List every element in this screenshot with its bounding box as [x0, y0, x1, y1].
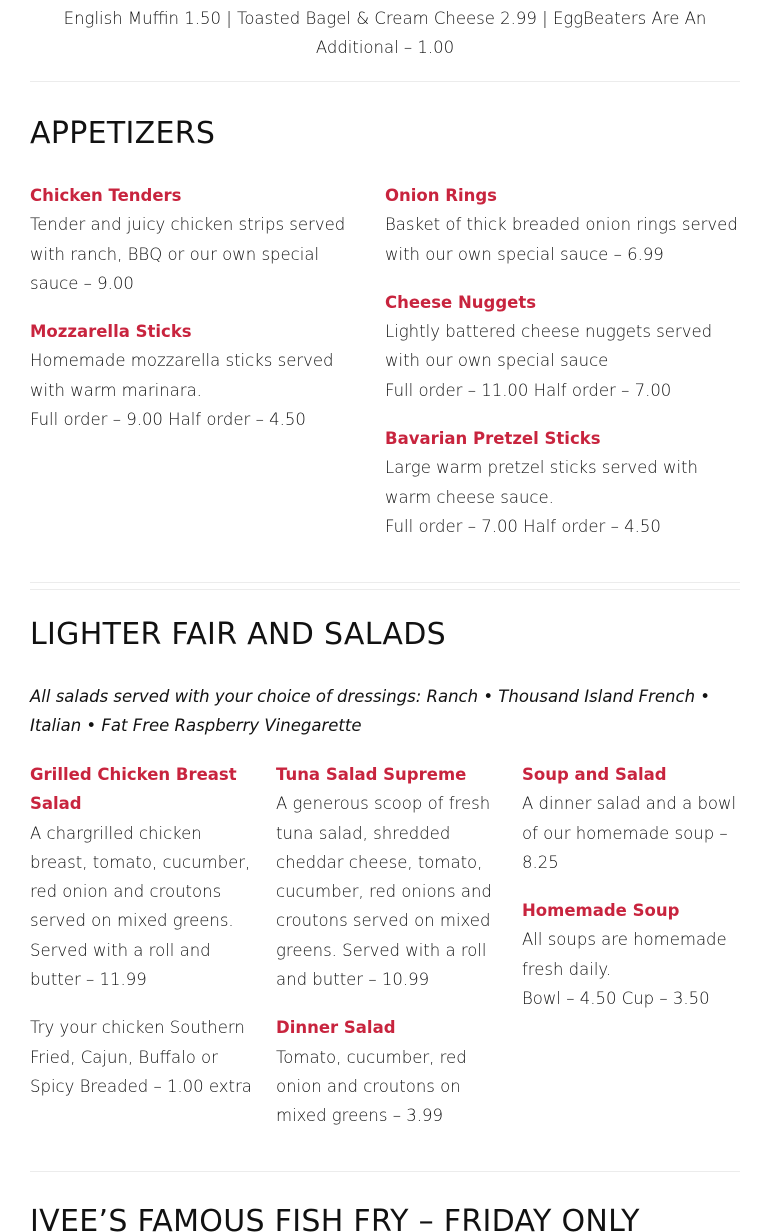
- item-description: Basket of thick breaded onion rings served with our own special sauce – 6.99: [385, 215, 738, 264]
- item-name: Homemade Soup: [522, 901, 680, 921]
- item-name: Mozzarella Sticks: [30, 322, 192, 342]
- appetizers-right-column: [385, 181, 743, 560]
- menu-item-cheese-nuggets: [385, 288, 743, 405]
- item-name: Chicken Tenders: [30, 186, 182, 205]
- chicken-style-note: [30, 1013, 252, 1101]
- item-description: A dinner salad and a bowl of our homemade soup – 8.25: [522, 794, 737, 872]
- salads-heading: LIGHTER FAIR AND SALADS: [30, 617, 446, 652]
- menu-item-grilled-chicken-breast-salad: [30, 760, 252, 994]
- item-description: Lightly battered cheese nuggets served with our own special sauce: [385, 322, 713, 371]
- item-pricing: Bowl – 4.50 Cup – 3.50: [522, 989, 710, 1009]
- item-name: Cheese Nuggets: [385, 292, 537, 312]
- menu-item-bavarian-pretzel-sticks: [385, 424, 743, 541]
- salads-column-2: [276, 760, 498, 1150]
- salads-column-1: [30, 760, 252, 1120]
- item-description: Large warm pretzel sticks served with warm cheese sauce.: [385, 458, 698, 507]
- item-name: Soup and Salad: [522, 765, 667, 784]
- appetizers-heading: APPETIZERS: [30, 116, 216, 151]
- breakfast-extras-line: English Muffin 1.50 | Toasted Bagel & Cream Cheese 2.99 | EggBeaters Are An Additional – 1.00: [63, 9, 707, 57]
- item-name: Bavarian Pretzel Sticks: [385, 429, 601, 449]
- appetizers-left-column: [30, 181, 372, 453]
- divider: [30, 582, 740, 590]
- menu-item-mozzarella-sticks: [30, 317, 372, 434]
- item-pricing: Full order – 9.00 Half order – 4.50: [30, 410, 306, 430]
- item-name: Onion Rings: [385, 186, 497, 205]
- item-description: Tomato, cucumber, red onion and croutons on mixed greens – 3.99: [276, 1047, 467, 1126]
- item-description: Try your chicken Southern Fried, Cajun, Buffalo or Spicy Breaded – 1.00 extra: [30, 1018, 252, 1096]
- item-description: Homemade mozzarella sticks served with warm marinara.: [30, 351, 334, 400]
- item-description: A chargrilled chicken breast, tomato, cucumber, red onion and croutons served on mixed greens. Served with a roll and butter – 11.99: [30, 823, 251, 990]
- item-description: A generous scoop of fresh tuna salad, shredded cheddar cheese, tomato, cucumber, red onions and croutons served on mixed greens. Served with a roll and butter – 10.99: [276, 794, 492, 990]
- fish-fry-heading: IVEE’S FAMOUS FISH FRY – FRIDAY ONLY: [30, 1204, 640, 1232]
- menu-item-soup-and-salad: [522, 760, 744, 877]
- salads-column-3: [522, 760, 744, 1032]
- item-pricing: Full order – 11.00 Half order – 7.00: [385, 380, 672, 400]
- item-name: Tuna Salad Supreme: [276, 765, 467, 784]
- menu-item-homemade-soup: [522, 896, 744, 1013]
- item-description: Tender and juicy chicken strips served with ranch, BBQ or our own special sauce – 9.00: [30, 215, 346, 293]
- divider: [30, 81, 740, 82]
- menu-item-tuna-salad-supreme: [276, 760, 498, 994]
- menu-item-chicken-tenders: [30, 181, 372, 298]
- divider: [30, 1171, 740, 1172]
- item-description: All soups are homemade fresh daily.: [522, 930, 727, 979]
- dressings-note: All salads served with your choice of dressings: Ranch • Thousand Island French • Italian • Fat Free Raspberry Vinegarette: [30, 687, 711, 736]
- item-name: Grilled Chicken Breast Salad: [30, 765, 237, 814]
- item-name: Dinner Salad: [276, 1018, 396, 1038]
- menu-item-dinner-salad: [276, 1013, 498, 1130]
- menu-item-onion-rings: [385, 181, 743, 269]
- item-pricing: Full order – 7.00 Half order – 4.50: [385, 516, 661, 536]
